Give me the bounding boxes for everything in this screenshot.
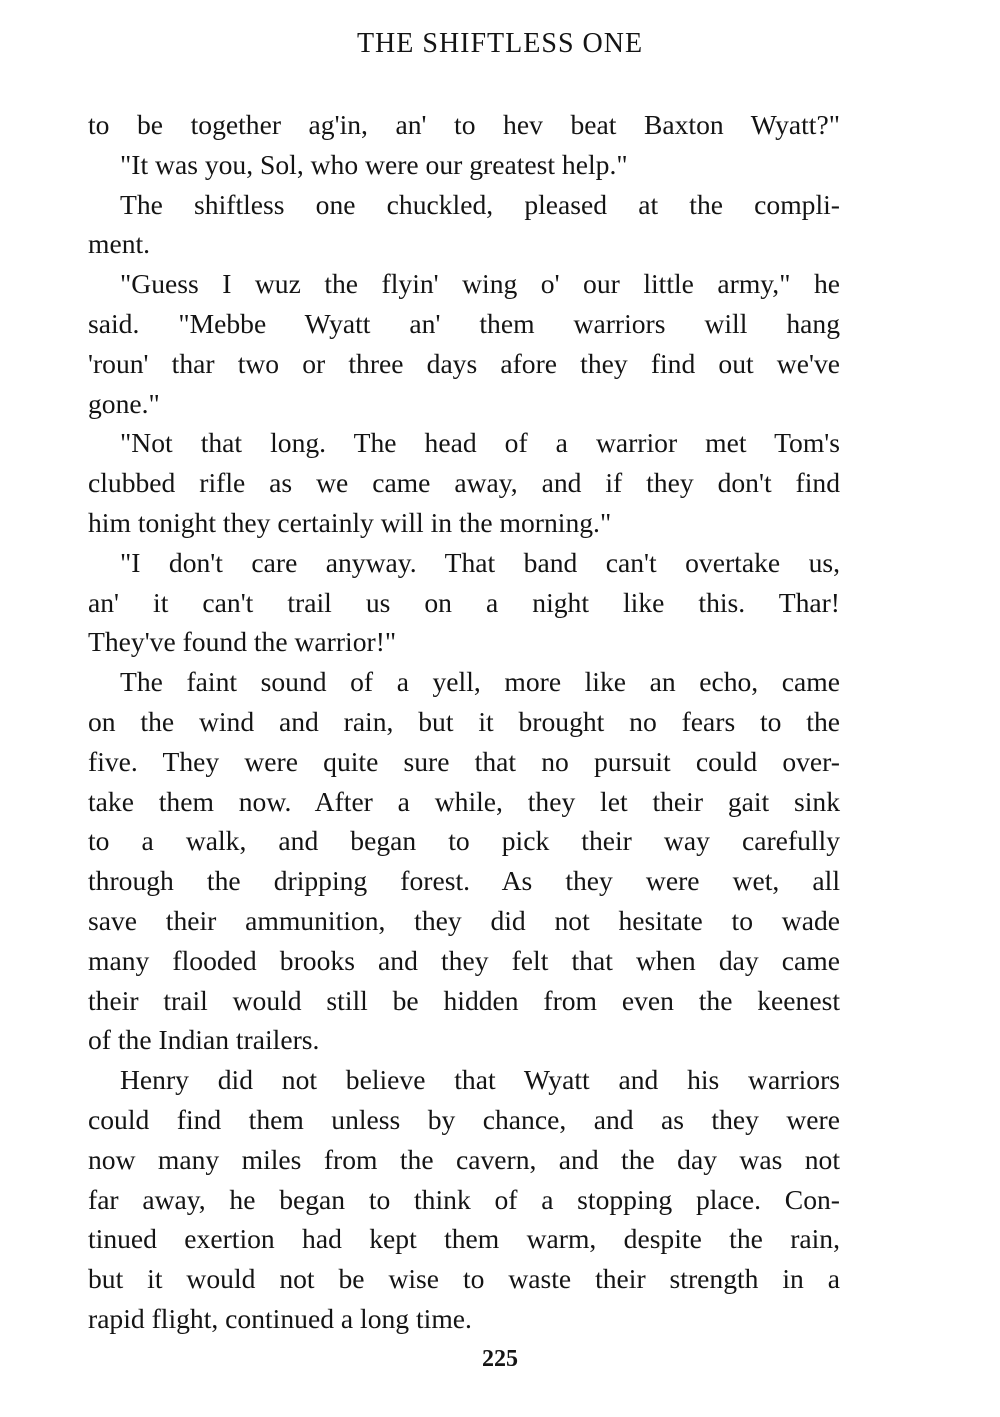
text-line: tinued exertion had kept them warm, despite the rain, xyxy=(88,1223,840,1255)
text-line: could find them unless by chance, and as they were xyxy=(88,1103,840,1135)
text-line: an' it can't trail us on a night like this. Thar! xyxy=(88,586,840,618)
text-line: "Not that long. The head of a warrior met Tom's xyxy=(120,427,840,459)
text-line: their trail would still be hidden from even the keenest xyxy=(88,984,840,1016)
text-line: him tonight they certainly will in the morning." xyxy=(88,506,612,538)
text-line: to be together ag'in, an' to hev beat Baxton Wyatt?" xyxy=(88,109,840,140)
text-line: "It was you, Sol, who were our greatest help." xyxy=(120,148,628,180)
text-line: far away, he began to think of a stopping place. Con- xyxy=(88,1183,840,1215)
page-number: 225 xyxy=(482,1346,518,1372)
running-head: THE SHIFTLESS ONE xyxy=(356,28,644,59)
text-line: many flooded brooks and they felt that when day came xyxy=(88,944,840,976)
text-line: but it would not be wise to waste their strength in a xyxy=(88,1263,840,1295)
text-line: The faint sound of a yell, more like an echo, came xyxy=(120,666,840,698)
text-line: "I don't care anyway. That band can't overtake us, xyxy=(120,546,840,578)
text-line: now many miles from the cavern, and the day was not xyxy=(88,1143,840,1175)
text-line: through the dripping forest. As they were wet, all xyxy=(88,865,840,897)
text-line: rapid flight, continued a long time. xyxy=(88,1302,472,1334)
body-text xyxy=(88,105,840,1339)
text-line: gone." xyxy=(88,387,160,419)
text-line: on the wind and rain, but it brought no fears to the xyxy=(88,705,840,737)
text-line: 'roun' thar two or three days afore they find out we've xyxy=(88,347,840,379)
text-line: The shiftless one chuckled, pleased at the compli- xyxy=(120,188,840,220)
text-line: ment. xyxy=(88,228,151,260)
text-line: said. "Mebbe Wyatt an' them warriors will hang xyxy=(88,307,840,339)
text-line: "Guess I wuz the flyin' wing o' our little army," he xyxy=(120,268,840,300)
text-line: to a walk, and began to pick their way carefully xyxy=(88,825,840,857)
text-line: clubbed rifle as we came away, and if they don't find xyxy=(88,467,840,499)
text-line: Henry did not believe that Wyatt and his warriors xyxy=(120,1064,840,1096)
text-line: save their ammunition, they did not hesitate to wade xyxy=(88,904,840,936)
text-line: of the Indian trailers. xyxy=(88,1024,320,1056)
text-line: take them now. After a while, they let their gait sink xyxy=(88,785,840,817)
text-line: They've found the warrior!" xyxy=(88,626,397,658)
text-line: five. They were quite sure that no pursuit could over- xyxy=(88,745,840,777)
